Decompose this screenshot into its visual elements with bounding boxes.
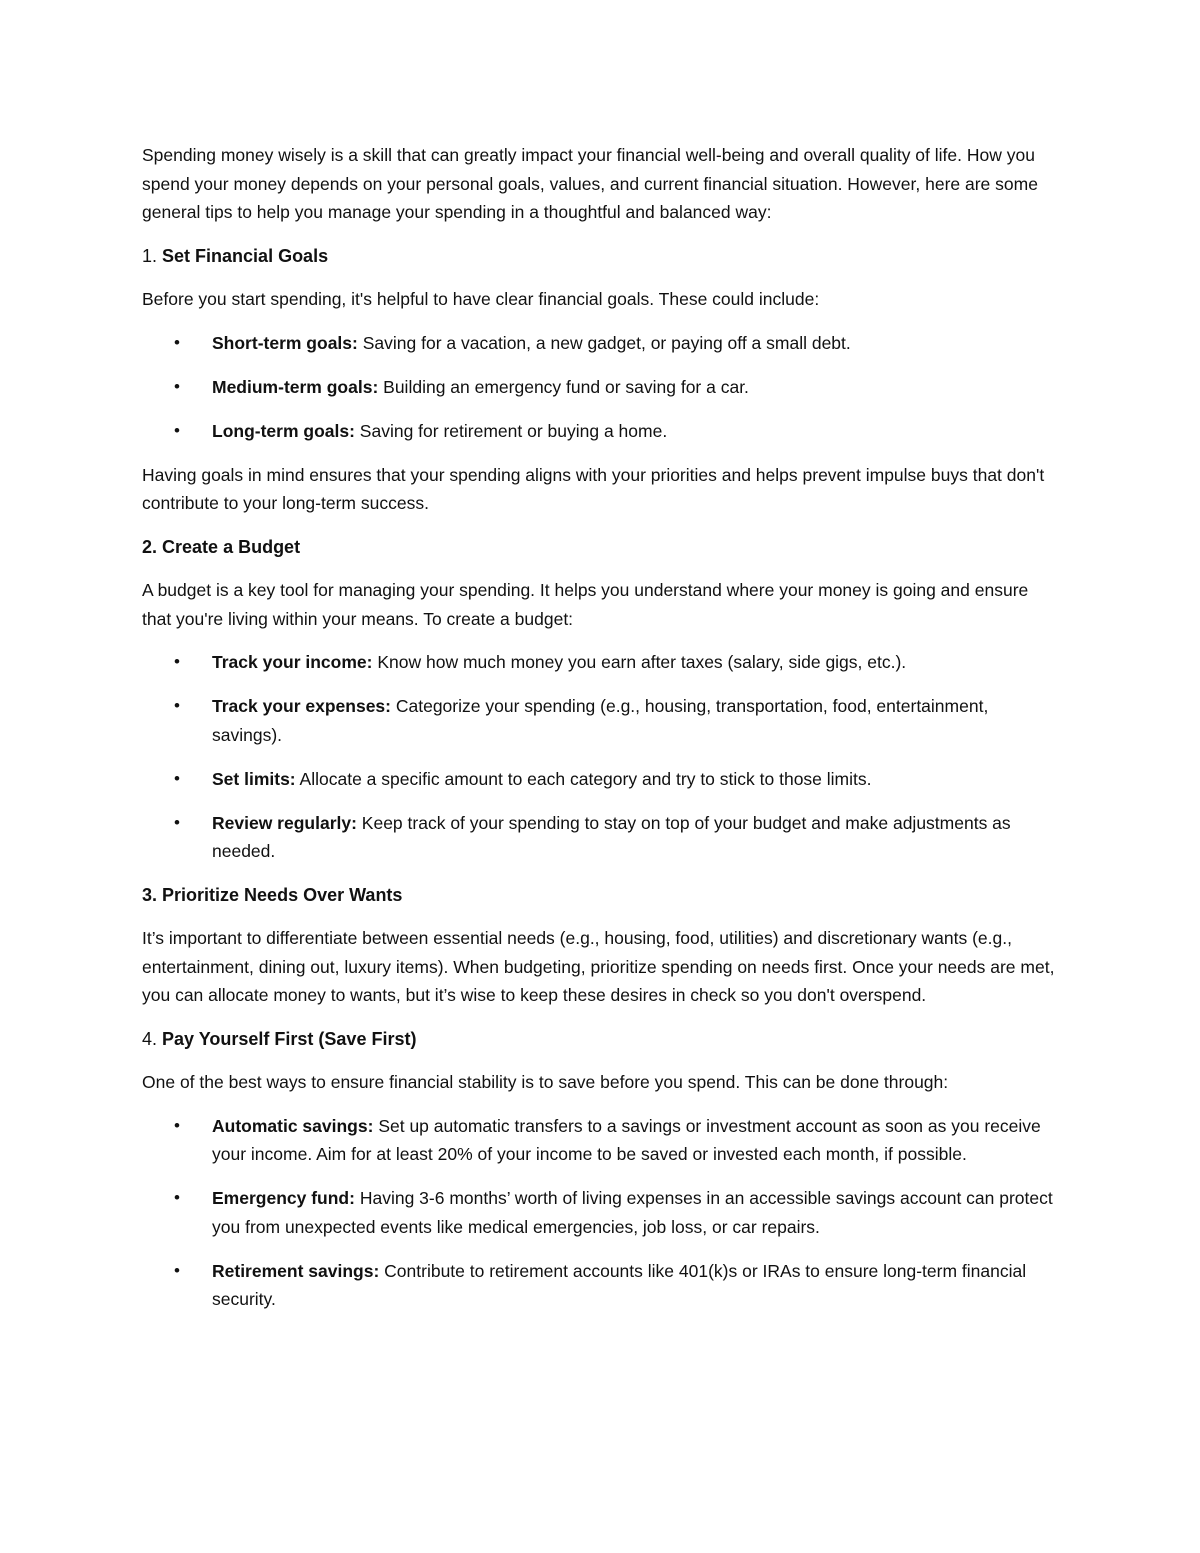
list-item [142, 1112, 1062, 1169]
list-item [142, 1184, 1062, 1241]
section-heading [142, 242, 1062, 271]
list-item [142, 373, 1062, 402]
item-term: Short-term goals: [212, 332, 358, 353]
section-lead: It’s important to differentiate between essential needs (e.g., housing, food, utilities) and discretionary wants (e.g., entertainment, dining out, luxury items). When budgeting, prioritize spending on needs first. Once your needs are met, you can allocate money to wants, but it’s wise to keep these desires in check so you don't overspend. [142, 928, 1055, 1005]
bullet-icon: • [174, 1115, 180, 1135]
item-text: Know how much money you earn after taxes (salary, side gigs, etc.). [377, 652, 907, 672]
section-heading [142, 533, 1062, 562]
bullet-icon: • [174, 768, 180, 788]
section-set-financial-goals [142, 242, 1062, 518]
section-title: Pay Yourself First (Save First) [162, 1028, 417, 1049]
bullet-list [142, 1112, 1062, 1314]
bullet-icon: • [174, 376, 180, 396]
bullet-icon: • [174, 1260, 180, 1280]
bullet-icon: • [174, 652, 180, 671]
section-title: Create a Budget [162, 536, 301, 557]
section-prioritize-needs [142, 881, 1062, 1010]
section-heading [142, 1025, 1062, 1054]
bullet-list [142, 648, 1062, 866]
bullet-icon: • [174, 1188, 180, 1207]
item-term: Track your expenses: [212, 696, 391, 716]
item-term: Retirement savings: [212, 1260, 380, 1281]
bullet-icon: • [174, 696, 180, 715]
item-text: Allocate a specific amount to each category and try to stick to those limits. [299, 768, 872, 789]
list-item [142, 417, 1062, 446]
list-item [142, 809, 1062, 866]
section-lead: Before you start spending, it's helpful to have clear financial goals. These could include: [142, 289, 820, 309]
item-text: Set up automatic transfers to a savings or investment account as soon as you receive your income. Aim for at least 20% of your income to be saved or invested each month, if possible. [212, 1115, 1041, 1164]
item-term: Emergency fund: [212, 1188, 355, 1208]
item-text: Categorize your spending (e.g., housing, transportation, food, entertainment, savings). [212, 696, 989, 745]
item-text: Keep track of your spending to stay on top of your budget and make adjustments as needed. [212, 812, 1011, 861]
section-closing: Having goals in mind ensures that your spending aligns with your priorities and helps prevent impulse buys that don't contribute to your long-term success. [142, 464, 1045, 513]
item-text: Contribute to retirement accounts like 401(k)s or IRAs to ensure long-term financial security. [212, 1260, 1027, 1309]
item-term: Review regularly: [212, 812, 357, 833]
list-item [142, 329, 1062, 358]
bullet-icon: • [174, 812, 180, 832]
bullet-icon: • [174, 420, 180, 440]
document-body [142, 141, 1062, 1329]
section-number: 4. [142, 1028, 158, 1049]
section-lead: A budget is a key tool for managing your spending. It helps you understand where your money is going and ensure that you're living within your means. To create a budget: [142, 580, 1029, 629]
item-term: Long-term goals: [212, 420, 355, 441]
intro-paragraph: Spending money wisely is a skill that can greatly impact your financial well-being and overall quality of life. How you spend your money depends on your personal goals, values, and current financial situation. However, here are some general tips to help you manage your spending in a thoughtful and balanced way: [142, 145, 1038, 222]
section-heading [142, 881, 1062, 910]
list-item [142, 765, 1062, 794]
item-text: Building an emergency fund or saving for a car. [383, 376, 749, 397]
section-lead: One of the best ways to ensure financial stability is to save before you spend. This can be done through: [142, 1072, 949, 1092]
list-item [142, 1257, 1062, 1314]
item-term: Track your income: [212, 652, 373, 672]
section-number: 2. [142, 536, 158, 557]
list-item [142, 692, 1062, 749]
item-text: Saving for retirement or buying a home. [359, 420, 668, 441]
section-create-a-budget [142, 533, 1062, 866]
section-title: Set Financial Goals [162, 245, 329, 266]
bullet-icon: • [174, 332, 180, 352]
section-number: 3. [142, 884, 158, 905]
list-item [142, 648, 1062, 677]
bullet-list [142, 329, 1062, 446]
item-text: Saving for a vacation, a new gadget, or paying off a small debt. [362, 332, 851, 353]
section-pay-yourself-first [142, 1025, 1062, 1314]
item-term: Medium-term goals: [212, 376, 379, 397]
item-term: Set limits: [212, 768, 296, 789]
item-term: Automatic savings: [212, 1115, 374, 1136]
section-title: Prioritize Needs Over Wants [162, 884, 403, 905]
section-number: 1. [142, 245, 158, 266]
item-text: Having 3-6 months’ worth of living expenses in an accessible savings account can protect you from unexpected events like medical emergencies, job loss, or car repairs. [212, 1188, 1053, 1237]
